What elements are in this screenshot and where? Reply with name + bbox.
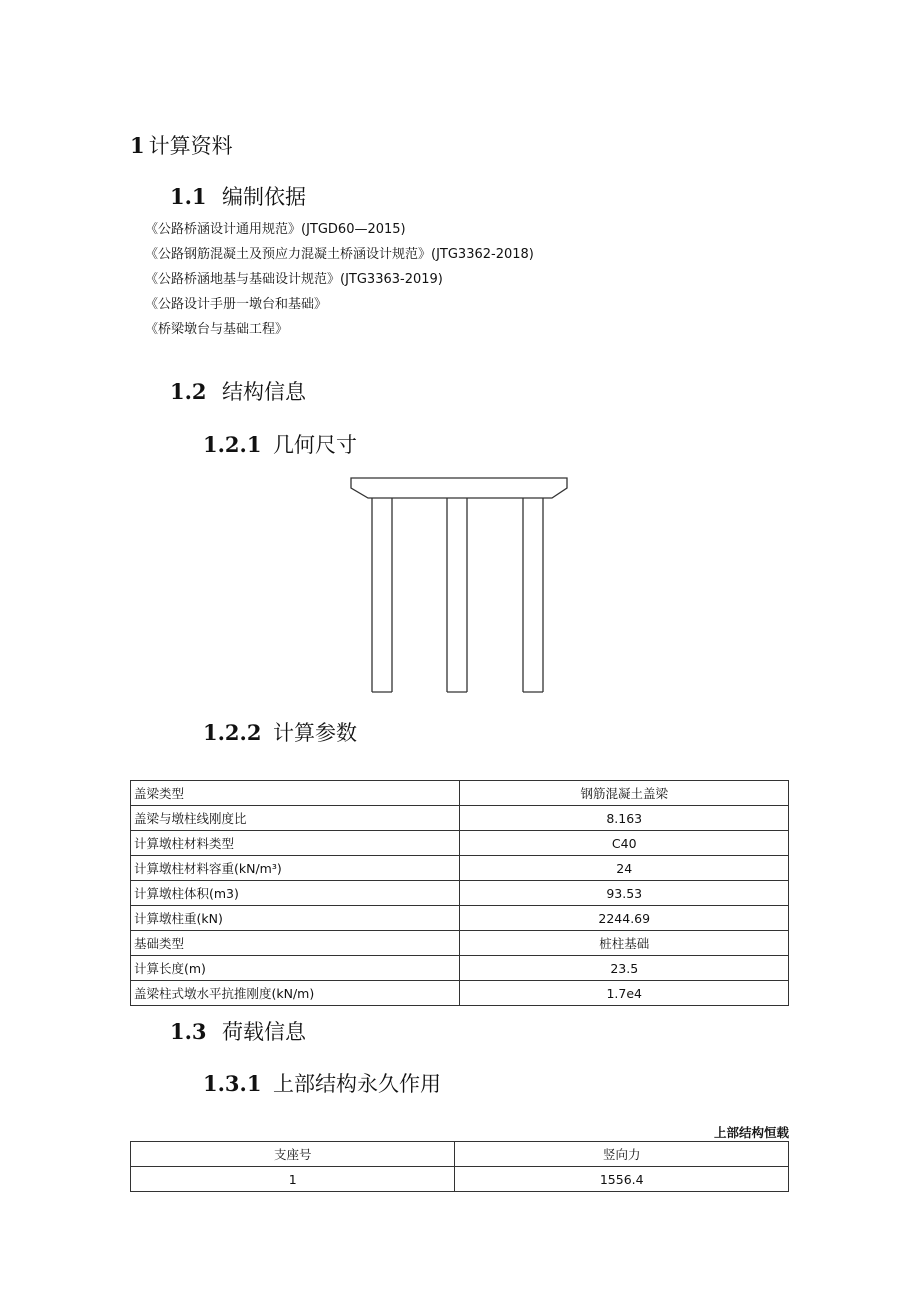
- param-value: 钢筋混凝土盖梁: [460, 781, 789, 806]
- parameter-table: [130, 780, 789, 1006]
- table-row: [131, 781, 789, 806]
- reference-item: 《公路设计手册一墩台和基础》: [145, 297, 328, 312]
- reference-item: 《公路桥涵设计通用规范》(JTGD60—2015): [145, 222, 406, 237]
- table-row: [131, 831, 789, 856]
- param-value: 93.53: [460, 881, 789, 906]
- section-number: 1.2: [170, 379, 207, 404]
- param-value: 23.5: [460, 956, 789, 981]
- param-value: C40: [460, 831, 789, 856]
- heading-section-1-3: [170, 1016, 306, 1046]
- reference-list: [145, 217, 534, 342]
- param-value: 8.163: [460, 806, 789, 831]
- table-row: [131, 906, 789, 931]
- heading-section-1-2-2: [203, 717, 357, 747]
- column-header: 支座号: [131, 1142, 455, 1167]
- param-label: 计算墩柱重(kN): [131, 906, 460, 931]
- table-caption: 上部结构恒载: [713, 1125, 789, 1140]
- vertical-force: 1556.4: [455, 1167, 789, 1192]
- param-label: 盖梁类型: [131, 781, 460, 806]
- section-number: 1: [130, 133, 145, 158]
- deadload-table: [130, 1141, 789, 1192]
- param-value: 桩柱基础: [460, 931, 789, 956]
- table-row: [131, 931, 789, 956]
- table-row: [131, 1167, 789, 1192]
- heading-section-1-1: [170, 181, 306, 211]
- heading-section-1-3-1: [203, 1068, 441, 1098]
- reference-item: 《公路钢筋混凝土及预应力混凝土桥涵设计规范》(JTG3362-2018): [145, 247, 534, 262]
- param-value: 1.7e4: [460, 981, 789, 1006]
- param-label: 基础类型: [131, 931, 460, 956]
- column-header: 竖向力: [455, 1142, 789, 1167]
- section-number: 1.3: [170, 1019, 207, 1044]
- table-row: [131, 806, 789, 831]
- param-label: 计算墩柱材料容重(kN/m³): [131, 856, 460, 881]
- section-title: 荷载信息: [222, 1020, 306, 1044]
- cap-beam: [351, 478, 567, 498]
- reference-item: 《桥梁墩台与基础工程》: [145, 322, 289, 337]
- section-number: 1.2.1: [203, 432, 262, 457]
- section-title: 上部结构永久作用: [273, 1072, 441, 1096]
- param-value: 24: [460, 856, 789, 881]
- pier-geometry-drawing: [345, 472, 575, 697]
- table-row: [131, 856, 789, 881]
- section-title: 编制依据: [222, 185, 306, 209]
- pier-column-right: [523, 498, 543, 692]
- param-label: 计算墩柱体积(m3): [131, 881, 460, 906]
- section-number: 1.3.1: [203, 1071, 262, 1096]
- section-title: 几何尺寸: [273, 433, 357, 457]
- section-title: 结构信息: [222, 380, 306, 404]
- table-row: [131, 956, 789, 981]
- table-row: [131, 881, 789, 906]
- param-value: 2244.69: [460, 906, 789, 931]
- heading-section-1-2-1: [203, 429, 357, 459]
- param-label: 计算墩柱材料类型: [131, 831, 460, 856]
- param-label: 计算长度(m): [131, 956, 460, 981]
- section-number: 1.2.2: [203, 720, 262, 745]
- reference-item: 《公路桥涵地基与基础设计规范》(JTG3363-2019): [145, 272, 443, 287]
- table-header-row: [131, 1142, 789, 1167]
- section-title: 计算参数: [273, 721, 357, 745]
- heading-section-1: [130, 130, 233, 160]
- pier-column-middle: [447, 498, 467, 692]
- param-label: 盖梁与墩柱线刚度比: [131, 806, 460, 831]
- section-title: 计算资料: [148, 134, 233, 158]
- section-number: 1.1: [170, 184, 207, 209]
- heading-section-1-2: [170, 376, 306, 406]
- bearing-number: 1: [131, 1167, 455, 1192]
- pier-column-left: [372, 498, 392, 692]
- table-row: [131, 981, 789, 1006]
- param-label: 盖梁柱式墩水平抗推刚度(kN/m): [131, 981, 460, 1006]
